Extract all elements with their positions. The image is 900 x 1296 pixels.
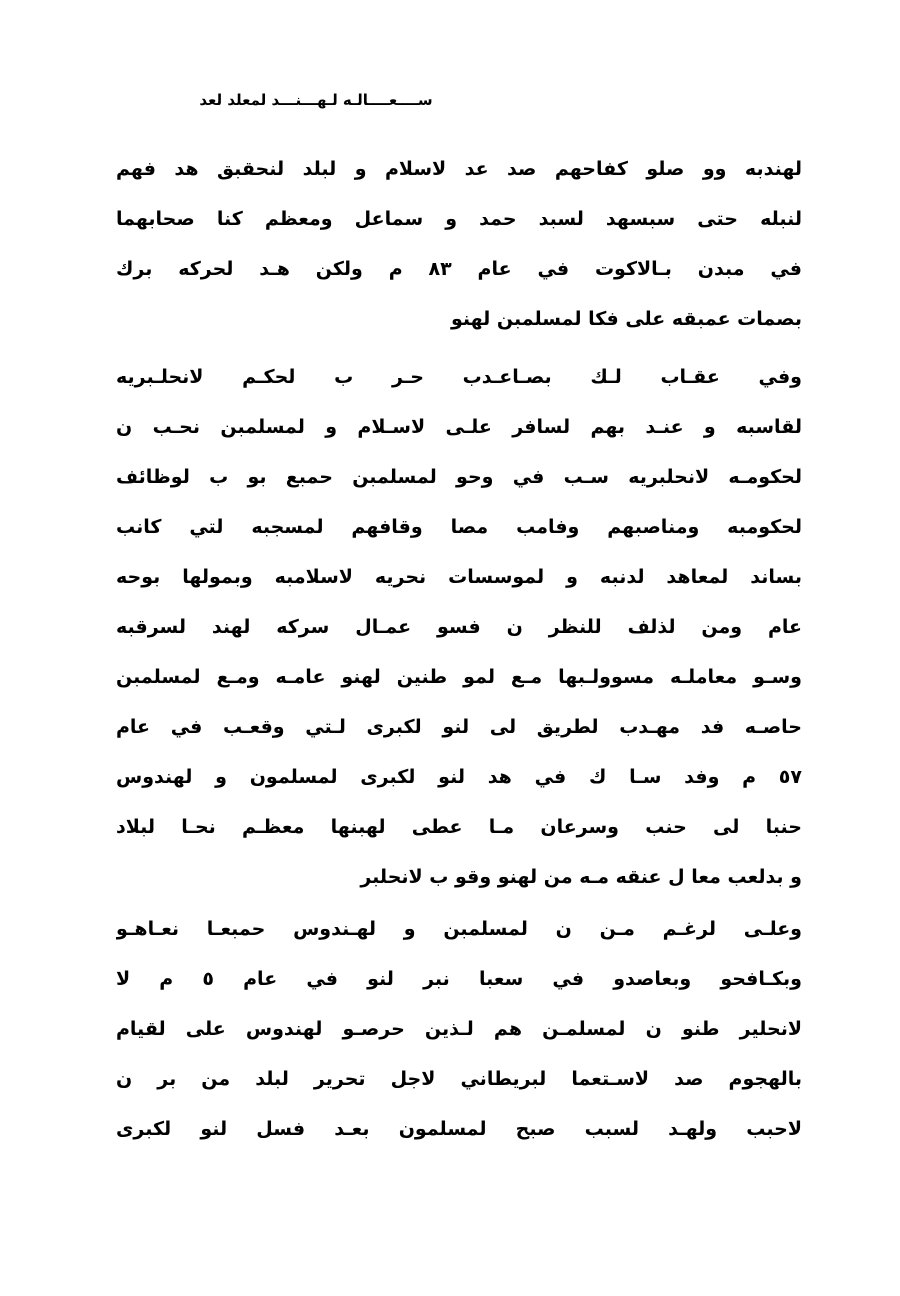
- text-line: في مبدن بـالاكوت في عام ٨٣ م ولكن هـد لحركه برك: [116, 258, 802, 280]
- paragraph-1: [116, 144, 802, 344]
- text-line: لاحبب ولهـد لسبب صبح لمسلمون بعـد فسل لنو لكبرى: [116, 1118, 802, 1140]
- paragraph-2: [116, 352, 802, 902]
- text-line: ٥٧ م وفد سـا ك في هد لنو لكبرى لمسلمون و لهندوس: [116, 766, 802, 788]
- text-line: بصمات عمبقه على فكا لمسلمبن لهنو: [450, 308, 802, 330]
- text-line: وسـو معاملـه مسوولـبها مـع لمو طنين لهنو عامـه ومـع لمسلمبن: [116, 666, 802, 688]
- paragraph-3: [116, 904, 802, 1154]
- text-line: حاصـه فد مهـدب لطريق لى لنو لكبرى لـتي وقعـب في عام: [116, 716, 802, 738]
- running-header: ســــعــــالـه لـهـــنـــد لمعلد لعد: [199, 91, 433, 109]
- text-line: لقاسبه و عنـد بهم لسافر علـى لاسـلام و لمسلمبن نحـب ن: [116, 416, 802, 438]
- text-line: لانحلير طنو ن لمسلمـن هم لـذين حرصـو لهندوس على لقيام: [116, 1018, 802, 1040]
- text-line: لحكومبه ومناصبهم وفامب مصا وقافهم لمسجبه لتي كانب: [116, 516, 802, 538]
- text-line: وفي عقـاب لـك بصـاعـدب حـر ب لحكـم لانحلـبريه: [116, 366, 802, 388]
- text-line: لهندبه وو صلو كفاحهم صد عد لاسلام و لبلد لنحقبق هد فهم: [116, 158, 802, 180]
- text-line: عام ومن لذلف للنظر ن فسو عمـال سركه لهند لسرقبه: [116, 616, 802, 638]
- text-line: حنبا لى حنب وسرعان مـا عطى لهبنها معظـم نحـا لبلاد: [116, 816, 802, 838]
- text-line: لحكومـه لانحلبريه سـب في وحو لمسلمبن حمبع بو ب لوظائف: [116, 466, 802, 488]
- text-line: بساند لمعاهد لدنبه و لموسسات نحريه لاسلامبه وبمولها بوحه: [116, 566, 802, 588]
- text-line: بالهجوم صد لاسـتعما لبريطاني لاجل تحرير لبلد من بر ن: [116, 1068, 802, 1090]
- text-line: وبكـافحو وبعاصدو في سعبا نبر لنو في عام ٥ م لا: [116, 968, 802, 990]
- text-line: وعلـى لرغـم مـن ن لمسلمبن و لهـندوس حمبعـا نعـاهـو: [116, 918, 802, 940]
- text-line: لنبله حتى سبسهد لسبد حمد و سماعل ومعظم كنا صحابهما: [116, 208, 802, 230]
- text-line: و بدلعب معا ل عنقه مـه من لهنو وقو ب لانحلبر: [360, 866, 802, 888]
